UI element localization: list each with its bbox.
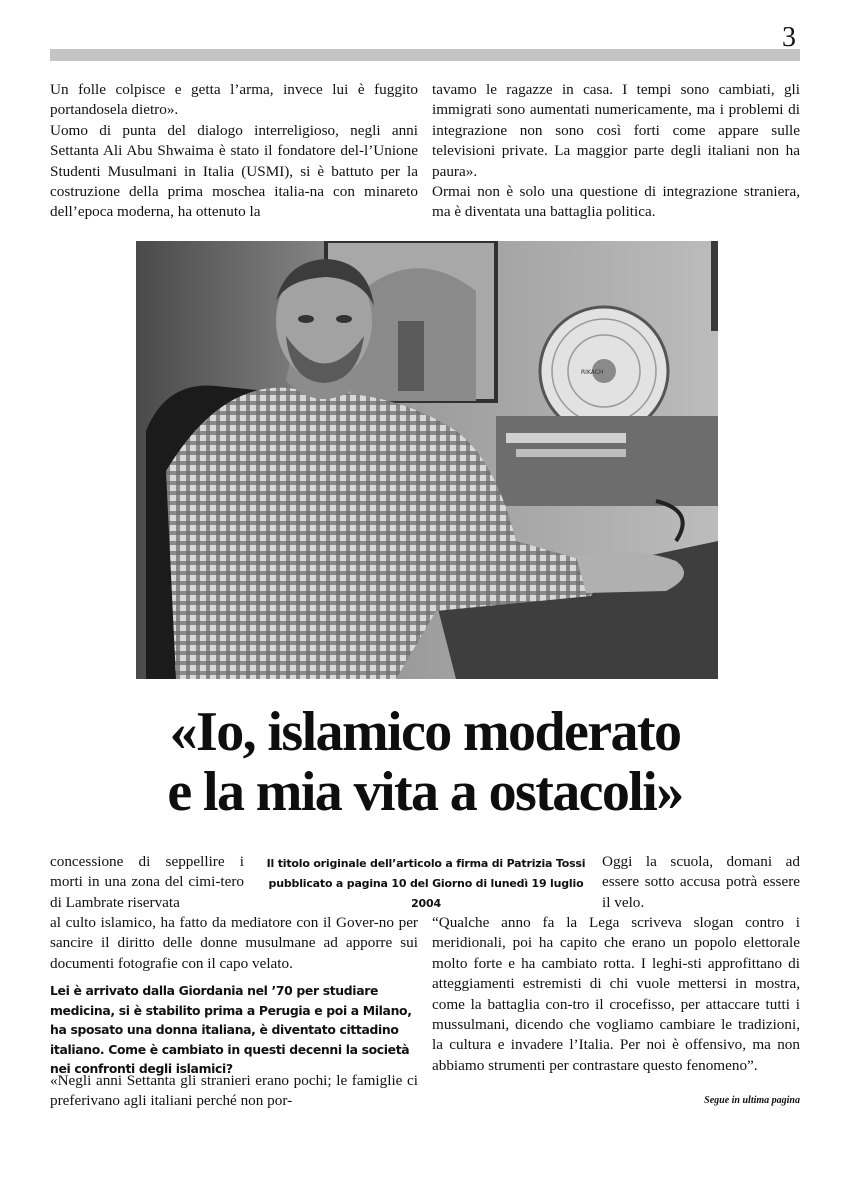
paragraph: Ormai non è solo una questione di integrazione straniera, ma è diventata una battaglia politica.	[432, 183, 800, 221]
headline	[60, 702, 790, 822]
paragraph: Uomo di punta del dialogo interreligioso, negli anni Settanta Ali Abu Shwaima è stato il fondatore del-l’Unione Studenti Musulmani in Italia (USMI), si è battuto per la costruzione della prima moschea italia-na con minareto dell’epoca moderna, ha ottenuto la	[50, 121, 418, 221]
paragraph: tavamo le ragazze in casa. I tempi sono cambiati, gli immigrati sono aumentati numericamente, ma i problemi di integrazione non sono così forti come appare sulle televisioni private. La maggior parte degli italiani non ha paura».	[432, 81, 800, 180]
intro-column-right	[432, 80, 800, 223]
headline-line-1: «Io, islamico moderato	[169, 701, 681, 763]
intro-column-left	[50, 80, 418, 223]
header-rule	[50, 49, 800, 61]
interview-answer	[50, 1071, 418, 1112]
page-number: 3	[782, 22, 796, 53]
caption-line-1: Il titolo originale dell’articolo a firma di Patrizia Tossi	[266, 857, 586, 870]
headline-line-2: e la mia vita a ostacoli»	[167, 761, 683, 823]
lower-right-text	[432, 913, 800, 1076]
fan-brand-label: RIKACH	[581, 369, 604, 376]
paragraph: “Qualche anno fa la Lega scriveva slogan contro i meridionali, poi ha capito che erano un popolo elettorale molto forte e ha cambiato rotta. I leghi-sti approfittano di atteggiamenti estremisti di chi vuole mettersi in mostra, come la battaglia con-tro il crocefisso, per attaccare tutti i mussulmani, dicendo che vogliamo cambiare le tradizioni, la cultura e invadere l’Italia. Per noi è offensivo, ma non abbiamo strumenti per contrastare questo fenomeno”.	[432, 914, 800, 1074]
lower-left-top-text	[50, 852, 244, 913]
source-caption	[258, 854, 594, 914]
lower-left-text	[50, 913, 418, 974]
paragraph: Oggi la scuola, domani ad essere sotto accusa potrà essere il velo.	[602, 853, 800, 911]
paragraph: al culto islamico, ha fatto da mediatore con il Gover-no per sancire il diritto delle donne musulmane ad apporre sui documenti fotografie con il capo velato.	[50, 914, 418, 972]
caption-line-2: pubblicato a pagina 10 del Giorno di lunedì 19 luglio 2004	[268, 877, 584, 910]
paragraph: «Negli anni Settanta gli stranieri erano pochi; le famiglie ci preferivano agli italiani perché non por-	[50, 1072, 418, 1110]
paragraph: concessione di seppellire i morti in una zona del cimi-tero di Lambrate riservata	[50, 853, 244, 911]
continued-note: Segue in ultima pagina	[704, 1095, 800, 1106]
paragraph: Un folle colpisce e getta l’arma, invece lui è fuggito portandosela dietro».	[50, 81, 418, 119]
lower-right-top-text	[602, 852, 800, 913]
portrait-photo	[136, 241, 718, 679]
portrait-photo-drawing	[136, 241, 718, 679]
interview-question: Lei è arrivato dalla Giordania nel ’70 per studiare medicina, si è stabilito prima a Perugia e poi a Milano, ha sposato una donna italiana, è diventato cittadino italiano. Come è cambiato in questi decenni la società nei confronti degli islamici?	[50, 983, 412, 1076]
